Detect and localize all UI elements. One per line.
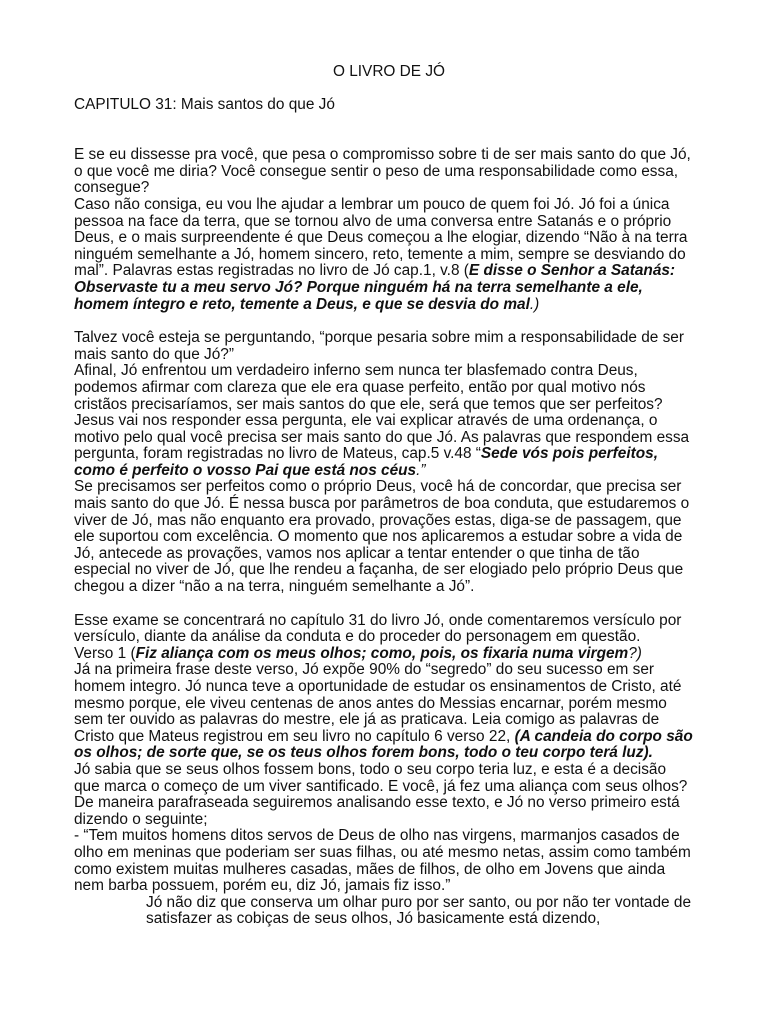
paragraph-2-text: Caso não consiga, eu vou lhe ajudar a lembrar um pouco de quem foi Jó. Jó foi a única pessoa na face da terra, que se tornou alvo de uma conversa entre Satanás e o próprio Deus, e o mais surpreendente é que Deus começou a lhe elogiar, dizendo “Não à na terra ninguém semelhante a Jó, homem sincero, reto, temente a mim, sempre se desviando do mal”. Palavras estas registradas no livro de Jó cap.1, v.8 (	[74, 195, 688, 280]
bible-quote-job: E disse o Senhor a Satanás: Observaste tu a meu servo Jó? Porque ninguém há na terra semelhante a ele, homem íntegro e reto, temente a Deus, e que se desvia do mal	[74, 262, 676, 313]
paragraph-7-end: ?)	[628, 644, 642, 662]
paragraph-2-end: .)	[529, 295, 540, 313]
paragraph-4-text: Afinal, Jó enfrentou um verdadeiro inferno sem nunca ter blasfemado contra Deus, podemos afirmar com clareza que ele era quase perfeito, então por qual motivo nós cristãos precisaríamos, ser mais santos do que ele, será que temos que ser perfeitos? Jesus vai nos responder essa pergunta, ele vai explicar através de uma ordenança, o motivo pelo qual você precisa ser mais santo do que Jó. As palavras que respondem essa pergunta, foram registradas no livro de Mateus, cap.5 v.48 “	[74, 362, 690, 463]
paragraph-10: - “Tem muitos homens ditos servos de Deus de olho nas virgens, marmanjos casados de olho em meninas que poderiam ser suas filhas, ou até mesmo netas, assim como também como existem muitas mulheres casadas, mães de filhos, de olho em Jovens que ainda nem barba possuem, porém eu, diz Jó, jamais fiz isso.”	[74, 827, 691, 895]
paragraph-7	[74, 646, 694, 663]
blank-line	[74, 313, 694, 330]
paragraph-9: Jó sabia que se seus olhos fossem bons, todo o seu corpo teria luz, e esta é a decisão que marca o começo de um viver santificado. E você, já fez uma aliança com seus olhos? De maneira parafraseada seguiremos analisando esse texto, e Jó no verso primeiro está dizendo o seguinte;	[74, 760, 688, 828]
bible-quote-matthew-6: (A candeia do corpo são os olhos; de sorte que, se os teus olhos forem bons, todo o teu corpo terá luz).	[74, 727, 693, 762]
paragraph-4	[74, 363, 694, 479]
paragraph-5: Se precisamos ser perfeitos como o próprio Deus, você há de concordar, que precisa ser mais santo do que Jó. É nessa busca por parâmetros de boa conduta, que estudaremos o viver de Jó, mas não enquanto era provado, provações estas, diga-se de passagem, que ele suportou com excelência. O momento que nos aplicaremos a estudar sobre a vida de Jó, antecede as provações, vamos nos aplicar a tentar entender o que tinha de tão especial no viver de Jó, que lhe rendeu a façanha, de ser elogiado pelo próprio Deus que chegou a dizer “não a na terra, ninguém semelhante a Jó”.	[74, 478, 690, 596]
paragraph-3: Talvez você esteja se perguntando, “porque pesaria sobre mim a responsabilidade de ser mais santo do que Jó?”	[74, 329, 684, 363]
paragraph-8	[74, 662, 694, 762]
paragraph-11: Jó não diz que conserva um olhar puro por ser santo, ou por não ter vontade de satisfazer as cobiças de seus olhos, Jó basicamente está dizendo,	[146, 893, 691, 928]
document-page	[74, 64, 694, 928]
verse-label: Verso 1 (	[74, 644, 136, 662]
paragraph-2	[74, 197, 694, 313]
blank-line	[74, 113, 694, 147]
verse-1-quote: Fiz aliança com os meus olhos; como, pois, os fixaria numa virgem	[135, 644, 629, 662]
paragraph-6: Esse exame se concentrará no capítulo 31 do livro Jó, onde comentaremos versículo por versículo, diante da análise da conduta e do proceder do personagem em questão.	[74, 611, 682, 646]
document-title: O LIVRO DE JÓ	[332, 63, 446, 80]
paragraph-1: E se eu dissesse pra você, que pesa o compromisso sobre ti de ser mais santo do que Jó, o que você me diria? Você consegue sentir o peso de uma responsabilidade como essa, consegue?	[74, 146, 691, 197]
paragraph-8-text: Já na primeira frase deste verso, Jó expõe 90% do “segredo” do seu sucesso em ser homem integro. Jó nunca teve a oportunidade de estudar os ensinamentos de Cristo, até mesmo porque, ele viveu centenas de anos antes do Messias encarnar, porém mesmo sem ter ouvido as palavras do mestre, ele já as praticava. Leia comigo as palavras de Cristo que Mateus registrou em seu livro no capítulo 6 verso 22,	[74, 661, 682, 745]
blank-line	[74, 596, 694, 613]
bible-quote-matthew-5: Sede vós pois perfeitos, como é perfeito o vosso Pai que está nos céus	[74, 445, 658, 479]
paragraph-4-end: .”	[416, 461, 426, 479]
chapter-heading: CAPITULO 31: Mais santos do que Jó	[74, 95, 335, 113]
